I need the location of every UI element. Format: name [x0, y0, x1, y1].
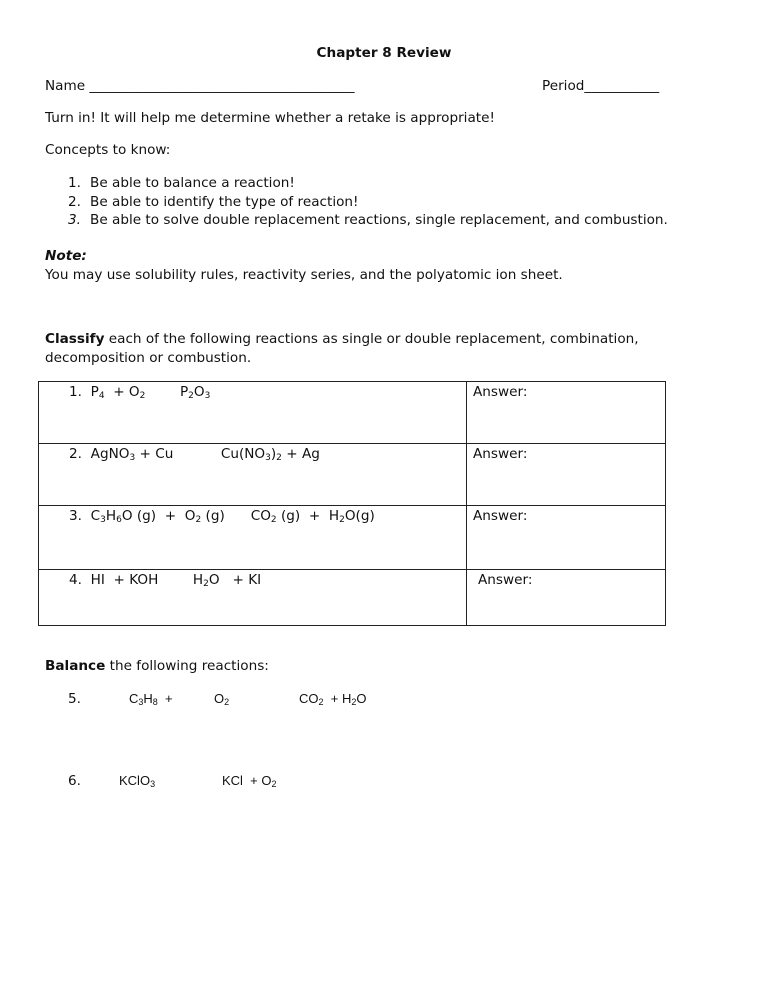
reaction-num: 1.	[69, 384, 82, 400]
balance-num: 5.	[68, 691, 81, 707]
name-field[interactable]	[45, 78, 355, 94]
answer-cell[interactable]	[467, 382, 666, 444]
balance-products: $CO_2 + H_2O$	[299, 691, 367, 707]
answer-label: Answer:	[473, 508, 528, 524]
classify-rest: each of the following reactions as single or double replacement, combination,	[104, 331, 639, 347]
concept-num: 2.	[68, 193, 81, 210]
reaction-equation: $P_4 + O_2$ $P_2O_3$	[90, 384, 211, 401]
concept-num: 3.	[68, 212, 81, 228]
classify-bold: Classify	[45, 331, 105, 347]
reaction-num: 3.	[69, 508, 82, 524]
concept-item	[68, 193, 668, 212]
reaction-equation: HI + KOH $H_2O$ + KI	[90, 572, 262, 589]
period-field[interactable]	[542, 78, 659, 94]
answer-cell[interactable]	[467, 570, 666, 626]
answer-label: Answer:	[478, 572, 533, 588]
concept-text: Be able to solve double replacement reactions, single replacement, and combustion.	[90, 212, 668, 228]
classify-instruction-line2: decomposition or combustion.	[45, 350, 252, 366]
concept-text: Be able to identify the type of reaction!	[90, 193, 359, 210]
turn-in-text: Turn in! It will help me determine whether a retake is appropriate!	[45, 110, 495, 126]
balance-bold: Balance	[45, 658, 106, 674]
balance-reactant: $O_2$	[214, 691, 230, 707]
balance-reactant: KClO$_3$	[119, 773, 156, 789]
name-blank: _______________________________________	[89, 78, 355, 94]
answer-label: Answer:	[473, 384, 528, 400]
reaction-cell	[39, 382, 467, 444]
concept-num: 1.	[68, 175, 81, 191]
note-text: You may use solubility rules, reactivity series, and the polyatomic ion sheet.	[45, 267, 563, 283]
concept-text: Be able to balance a reaction!	[90, 175, 295, 191]
classify-instruction	[45, 331, 639, 347]
reaction-equation: AgNO$_3$ + Cu $Cu(NO_3)_2 + Ag$	[90, 446, 320, 463]
table-row	[39, 506, 666, 570]
reaction-cell	[39, 570, 467, 626]
table-row	[39, 444, 666, 506]
reaction-num: 4.	[69, 572, 82, 588]
concepts-heading: Concepts to know:	[45, 142, 171, 158]
period-label: Period	[542, 78, 585, 94]
balance-rest: the following reactions:	[105, 658, 269, 674]
reaction-equation: $C_3H_6O$ $(g) + O_2$ (g) $CO_2$ $(g) + H_2O(g)$	[90, 508, 375, 525]
reaction-num: 2.	[69, 446, 82, 462]
answer-cell[interactable]	[467, 506, 666, 570]
answer-label: Answer:	[473, 446, 528, 462]
concepts-list	[68, 174, 668, 230]
balance-reactant: $C_3H_8$ +	[129, 691, 173, 707]
reaction-cell	[39, 506, 467, 570]
classify-table	[38, 381, 666, 626]
concept-item	[68, 174, 668, 193]
page-title: Chapter 8 Review	[316, 45, 452, 61]
concept-item	[68, 211, 668, 230]
balance-num: 6.	[68, 773, 81, 789]
answer-cell[interactable]	[467, 444, 666, 506]
name-label: Name	[45, 78, 86, 94]
table-row	[39, 570, 666, 626]
note-label: Note:	[45, 248, 87, 264]
balance-products: KCl + $O_2$	[222, 773, 277, 789]
period-blank: ___________	[584, 78, 660, 94]
reaction-cell	[39, 444, 467, 506]
table-row	[39, 382, 666, 444]
balance-instruction	[45, 658, 269, 674]
